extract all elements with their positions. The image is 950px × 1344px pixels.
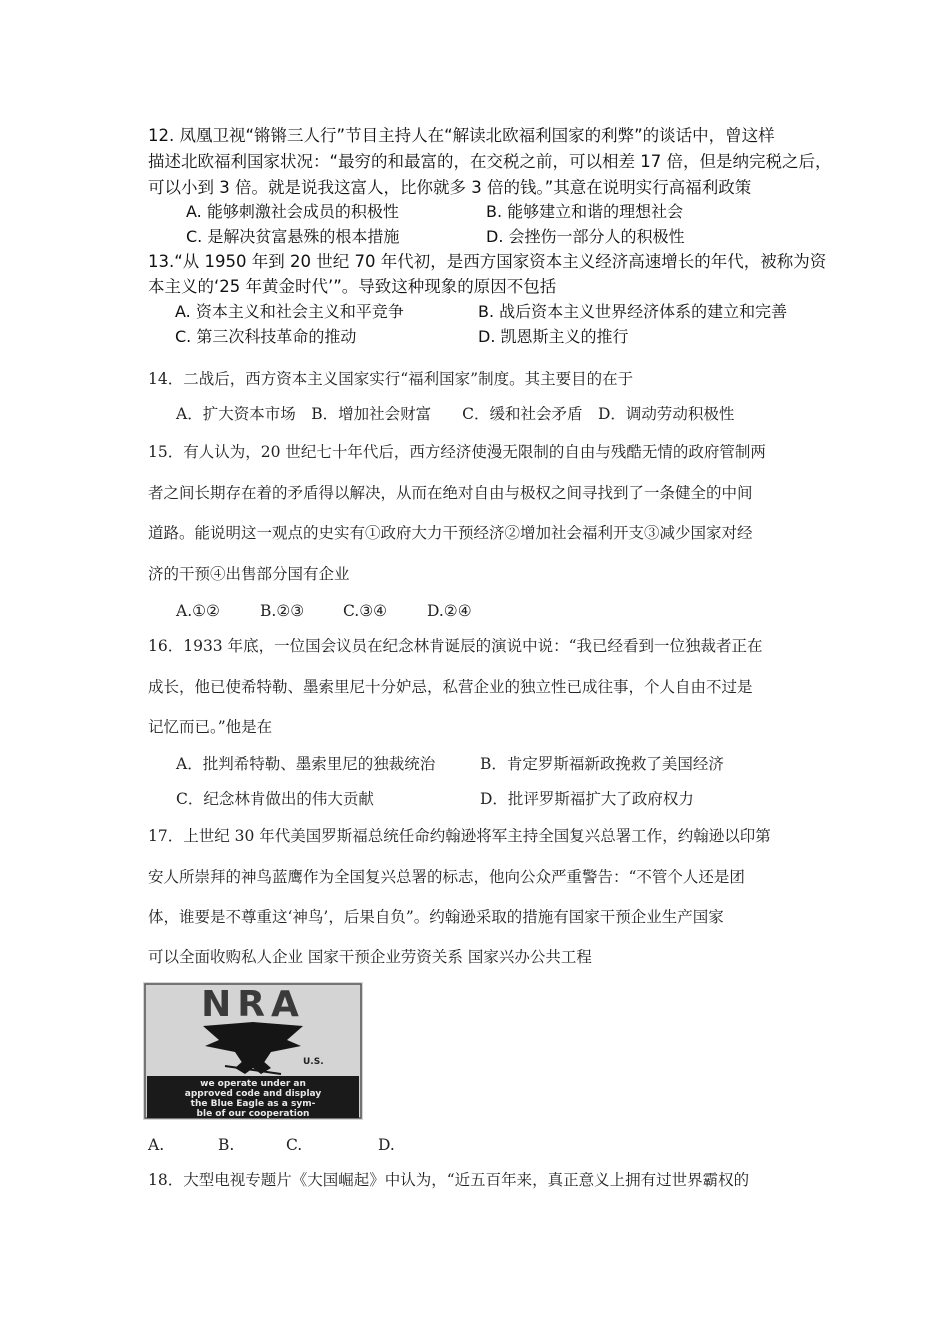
poster-caption-line-4: ble of our cooperation bbox=[196, 1109, 310, 1119]
q16-line-2: 成长，他已使希特勒、墨索里尼十分妒忌，私营企业的独立性已成往事，个人自由不过是 bbox=[148, 678, 753, 696]
q12-line-1: 12. 凤凰卫视“锵锵三人行”节目主持人在“解读北欧福利国家的利弊”的谈话中，曾这样 bbox=[148, 126, 775, 145]
q13-option-a: A. 资本主义和社会主义和平竞争 bbox=[175, 302, 404, 321]
q15-option-a: A.①② bbox=[176, 602, 220, 620]
q15-option-b: B.②③ bbox=[260, 602, 305, 620]
q15-line-2: 者之间长期存在着的矛盾得以解决，从而在绝对自由与极权之间寻找到了一条健全的中间 bbox=[148, 484, 753, 502]
q13-option-c: C. 第三次科技革命的推动 bbox=[175, 327, 357, 346]
q16-option-b: B．肯定罗斯福新政挽救了美国经济 bbox=[480, 755, 724, 773]
poster-heading: NRA bbox=[201, 984, 305, 1025]
q12-option-b: B. 能够建立和谐的理想社会 bbox=[486, 202, 684, 221]
q17-line-3: 体，谁要是不尊重这‘神鸟’，后果自负”。约翰逊采取的措施有国家干预企业生产国家 bbox=[148, 908, 724, 926]
q12-option-c: C. 是解决贫富悬殊的根本措施 bbox=[186, 227, 400, 246]
q16-option-c: C．纪念林肯做出的伟大贡献 bbox=[176, 790, 374, 808]
q16-line-1: 16．1933 年底，一位国会议员在纪念林肯诞辰的演说中说：“我已经看到一位独裁者正在 bbox=[148, 637, 763, 655]
q14-options: A．扩大资本市场 B．增加社会财富 C．缓和社会矛盾 D．调动劳动积极性 bbox=[176, 405, 735, 423]
q15-line-4: 济的干预④出售部分国有企业 bbox=[148, 565, 350, 583]
q13-line-1: 13.“从 1950 年到 20 世纪 70 年代初，是西方国家资本主义经济高速增长的年代，被称为资 bbox=[148, 252, 827, 271]
q17-option-d: D. bbox=[378, 1136, 395, 1154]
q15-option-c: C.③④ bbox=[343, 602, 388, 620]
nra-blue-eagle-poster bbox=[143, 982, 363, 1120]
q16-line-3: 记忆而已。”他是在 bbox=[148, 718, 273, 736]
q12-option-a: A. 能够刺激社会成员的积极性 bbox=[186, 202, 399, 221]
q13-option-d: D. 凯恩斯主义的推行 bbox=[478, 327, 629, 346]
q12-option-d: D. 会挫伤一部分人的积极性 bbox=[486, 227, 685, 246]
q17-line-1: 17．上世纪 30 年代美国罗斯福总统任命约翰逊将军主持全国复兴总署工作，约翰逊以印第 bbox=[148, 827, 771, 845]
q12-line-3: 可以小到 3 倍。就是说我这富人，比你就多 3 倍的钱。”其意在说明实行高福利政策 bbox=[148, 178, 752, 197]
poster-caption-line-1: we operate under an bbox=[200, 1079, 306, 1089]
q13-option-b: B. 战后资本主义世界经济体系的建立和完善 bbox=[478, 302, 788, 321]
q17-option-b: B. bbox=[218, 1136, 235, 1154]
q17-line-4: 可以全面收购私人企业 国家干预企业劳资关系 国家兴办公共工程 bbox=[148, 948, 592, 966]
q16-option-a: A．批判希特勒、墨索里尼的独裁统治 bbox=[176, 755, 436, 773]
poster-caption-line-2: approved code and display bbox=[184, 1089, 322, 1099]
q16-option-d: D．批评罗斯福扩大了政府权力 bbox=[480, 790, 694, 808]
poster-caption-line-3: the Blue Eagle as a sym- bbox=[190, 1099, 316, 1109]
q12-line-2: 描述北欧福利国家状况：“最穷的和最富的，在交税之前，可以相差 17 倍，但是纳完税之后， bbox=[148, 152, 832, 171]
q18-line-1: 18．大型电视专题片《大国崛起》中认为，“近五百年来，真正意义上拥有过世界霸权的 bbox=[148, 1171, 750, 1189]
q15-line-3: 道路。能说明这一观点的史实有①政府大力干预经济②增加社会福利开支③减少国家对经 bbox=[148, 524, 753, 542]
q15-option-d: D.②④ bbox=[427, 602, 472, 620]
q17-option-c: C. bbox=[286, 1136, 303, 1154]
q14-line-1: 14．二战后，西方资本主义国家实行“福利国家”制度。其主要目的在于 bbox=[148, 370, 634, 388]
q15-line-1: 15．有人认为，20 世纪七十年代后，西方经济使漫无限制的自由与残酷无情的政府管制两 bbox=[148, 443, 766, 461]
q17-line-2: 安人所崇拜的神鸟蓝鹰作为全国复兴总署的标志，他向公众严重警告：“不管个人还是团 bbox=[148, 868, 745, 886]
q13-line-2: 本主义的‘25 年黄金时代’”。导致这种现象的原因不包括 bbox=[148, 277, 557, 296]
poster-us-tag: U.S. bbox=[303, 1057, 324, 1067]
q17-option-a: A. bbox=[148, 1136, 165, 1154]
